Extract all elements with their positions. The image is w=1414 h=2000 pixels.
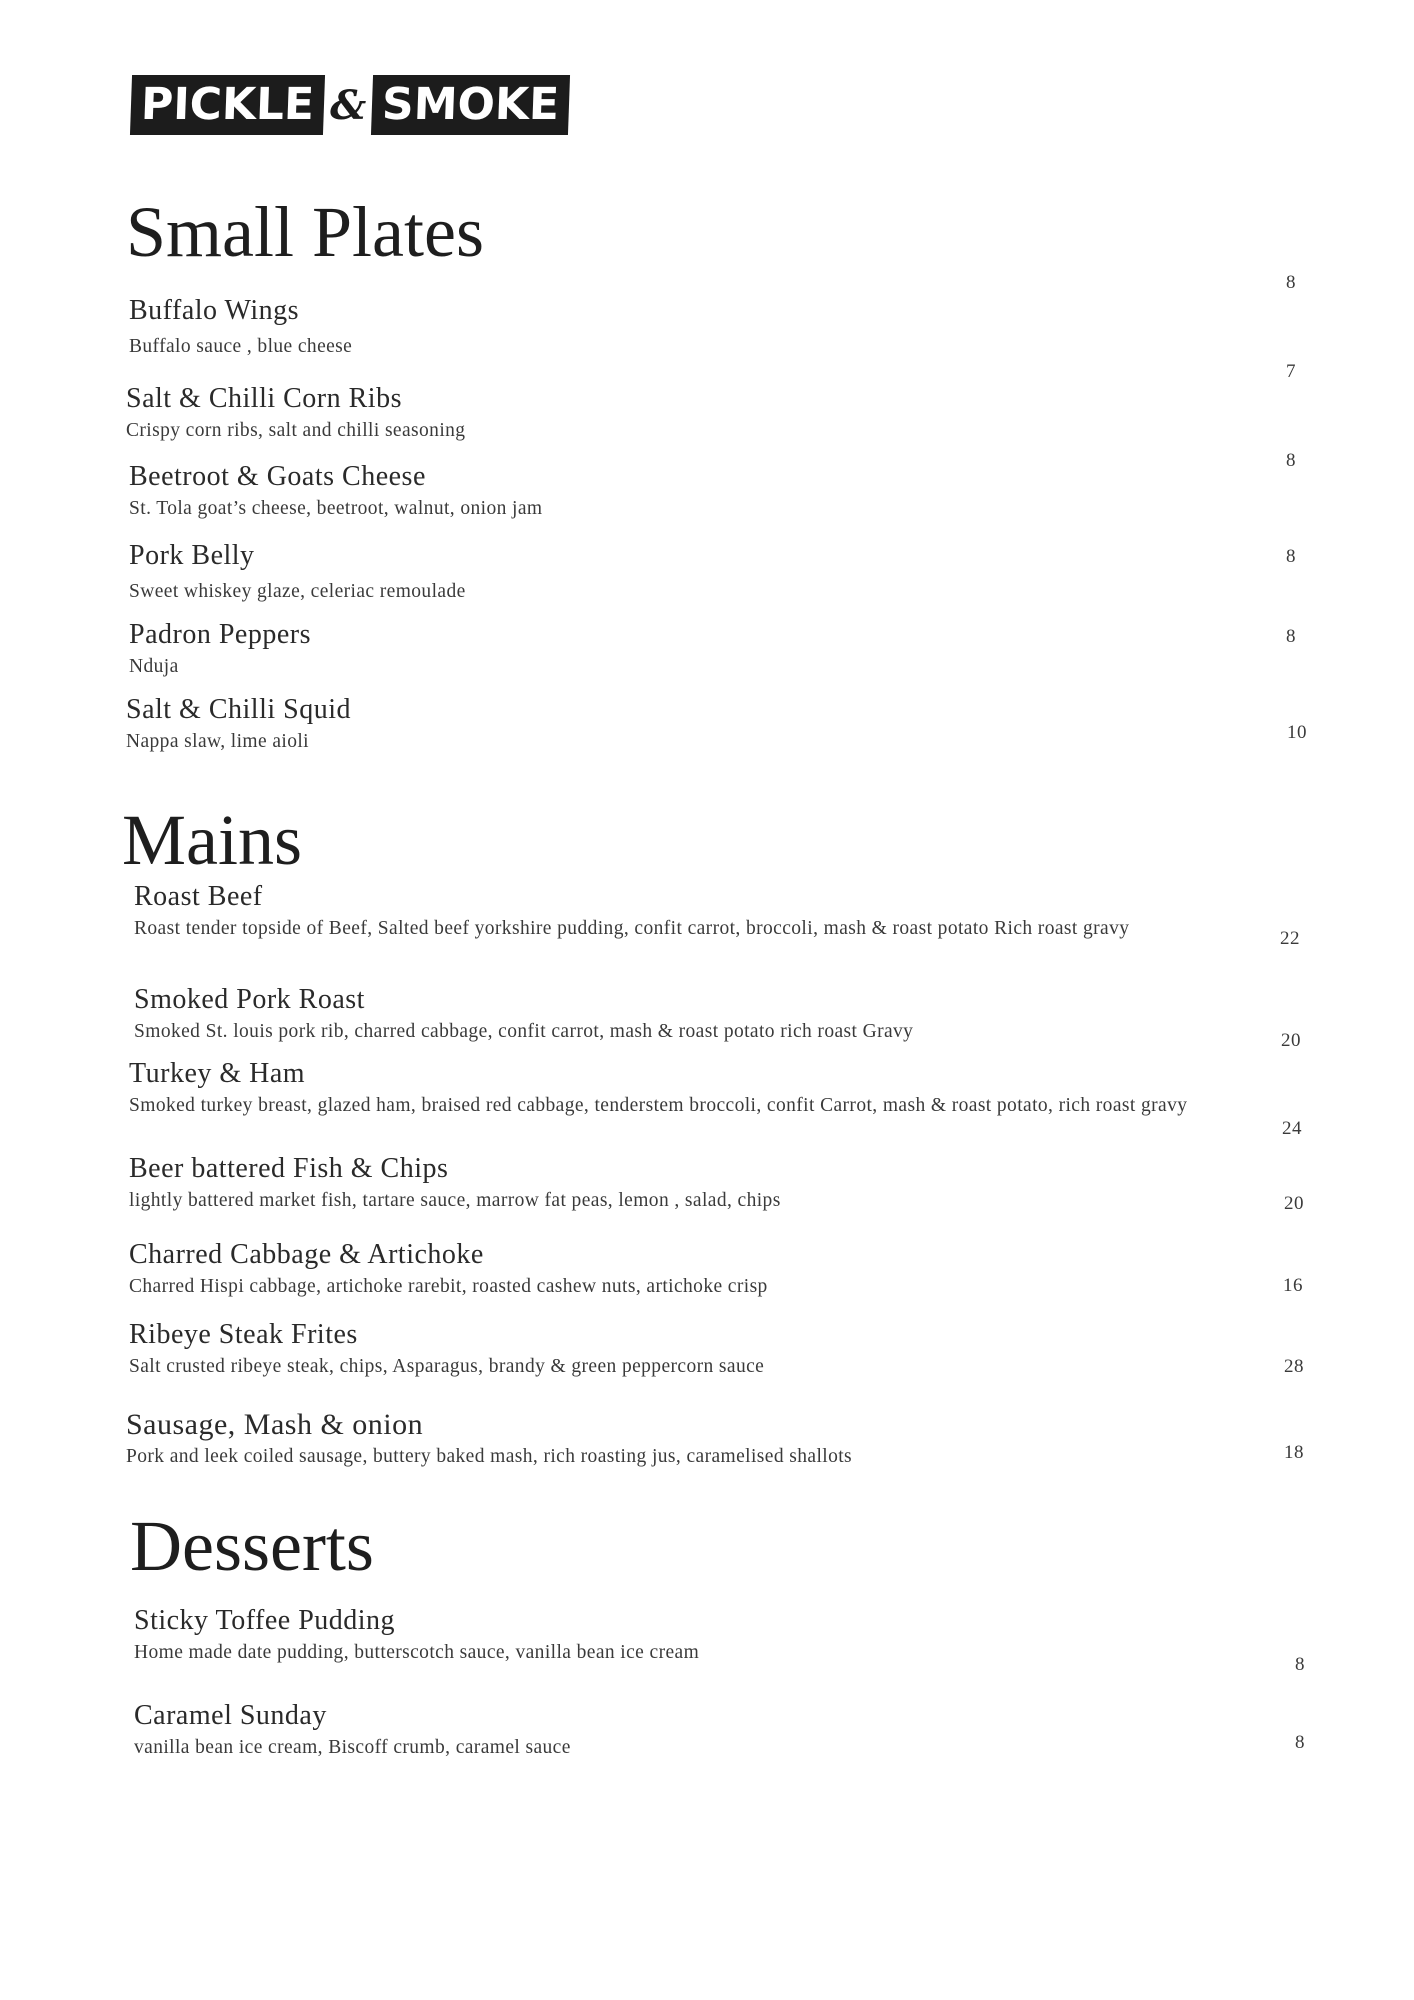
item-price: 16: [1283, 1275, 1303, 1296]
item-price: 8: [1295, 1732, 1305, 1753]
item-name: Beer battered Fish & Chips: [129, 1153, 449, 1184]
menu-item: [134, 985, 1244, 1046]
item-description: Salt crusted ribeye steak, chips, Asparagus, brandy & green peppercorn sauce: [129, 1355, 765, 1377]
item-description: lightly battered market fish, tartare sauce, marrow fat peas, lemon , salad, chips: [129, 1189, 781, 1211]
menu-item: [134, 1606, 1244, 1667]
item-price: 18: [1284, 1442, 1304, 1463]
item-description: Crispy corn ribs, salt and chilli seasoning: [126, 419, 466, 441]
item-price: 28: [1284, 1356, 1304, 1377]
section-title-mains: Mains: [122, 800, 302, 880]
menu-item: [129, 296, 1229, 361]
item-name: Roast Beef: [134, 881, 263, 912]
menu-item: [134, 882, 1244, 943]
item-name: Charred Cabbage & Artichoke: [129, 1239, 484, 1270]
item-price: 7: [1286, 361, 1296, 382]
item-price: 22: [1280, 928, 1300, 949]
item-description: Pork and leek coiled sausage, buttery baked mash, rich roasting jus, caramelised shallots: [126, 1446, 853, 1467]
menu-item: [126, 1408, 1236, 1471]
item-name: Sausage, Mash & onion: [126, 1408, 424, 1441]
item-name: Turkey & Ham: [129, 1058, 306, 1089]
brand-logo: [131, 73, 569, 137]
item-price: 20: [1284, 1193, 1304, 1214]
item-price: 20: [1281, 1030, 1301, 1051]
item-description: Nduja: [129, 655, 179, 677]
item-name: Salt & Chilli Corn Ribs: [126, 383, 402, 414]
item-price: 8: [1286, 626, 1296, 647]
item-description: Home made date pudding, butterscotch sauce, vanilla bean ice cream: [134, 1641, 700, 1663]
item-price: 24: [1282, 1118, 1302, 1139]
item-name: Ribeye Steak Frites: [129, 1319, 358, 1350]
item-description: Sweet whiskey glaze, celeriac remoulade: [129, 580, 466, 602]
item-description: vanilla bean ice cream, Biscoff crumb, caramel sauce: [134, 1736, 571, 1758]
brand-logo-amp: &: [330, 81, 367, 129]
item-description: St. Tola goat’s cheese, beetroot, walnut, onion jam: [129, 497, 543, 519]
item-price: 8: [1286, 450, 1296, 471]
item-description: Smoked St. louis pork rib, charred cabbage, confit carrot, mash & roast potato rich roast Gravy: [134, 1020, 914, 1042]
item-price: 10: [1287, 722, 1307, 743]
menu-item: [129, 1240, 1239, 1301]
menu-item: [129, 1059, 1259, 1120]
item-description: Smoked turkey breast, glazed ham, braised red cabbage, tenderstem broccoli, confit Carrot, mash & roast potato, rich roast gravy: [129, 1094, 1188, 1116]
item-description: Nappa slaw, lime aioli: [126, 730, 309, 752]
item-price: 8: [1286, 272, 1296, 293]
menu-item: [129, 462, 1229, 523]
item-price: 8: [1286, 546, 1296, 567]
menu-item: [126, 384, 1226, 445]
item-name: Caramel Sunday: [134, 1700, 327, 1731]
item-name: Buffalo Wings: [129, 295, 300, 326]
item-name: Beetroot & Goats Cheese: [129, 461, 426, 492]
brand-logo-left: PICKLE: [130, 75, 325, 135]
menu-item: [129, 620, 1229, 681]
item-name: Padron Peppers: [129, 619, 311, 650]
menu-item: [134, 1701, 1244, 1762]
brand-logo-right: SMOKE: [371, 75, 570, 135]
item-name: Pork Belly: [129, 540, 255, 571]
menu-item: [129, 1320, 1239, 1381]
item-name: Sticky Toffee Pudding: [134, 1605, 396, 1636]
item-name: Salt & Chilli Squid: [126, 694, 351, 725]
item-name: Smoked Pork Roast: [134, 984, 365, 1015]
item-description: Buffalo sauce , blue cheese: [129, 335, 353, 357]
menu-item: [129, 541, 1229, 606]
item-description: Roast tender topside of Beef, Salted beef yorkshire pudding, confit carrot, broccoli, mash & roast potato Rich roast gravy: [134, 917, 1130, 939]
menu-item: [129, 1154, 1239, 1215]
menu-item: [126, 695, 1226, 756]
section-title-desserts: Desserts: [130, 1506, 374, 1586]
section-title-small-plates: Small Plates: [126, 192, 484, 272]
item-price: 8: [1295, 1654, 1305, 1675]
item-description: Charred Hispi cabbage, artichoke rarebit, roasted cashew nuts, artichoke crisp: [129, 1275, 768, 1297]
